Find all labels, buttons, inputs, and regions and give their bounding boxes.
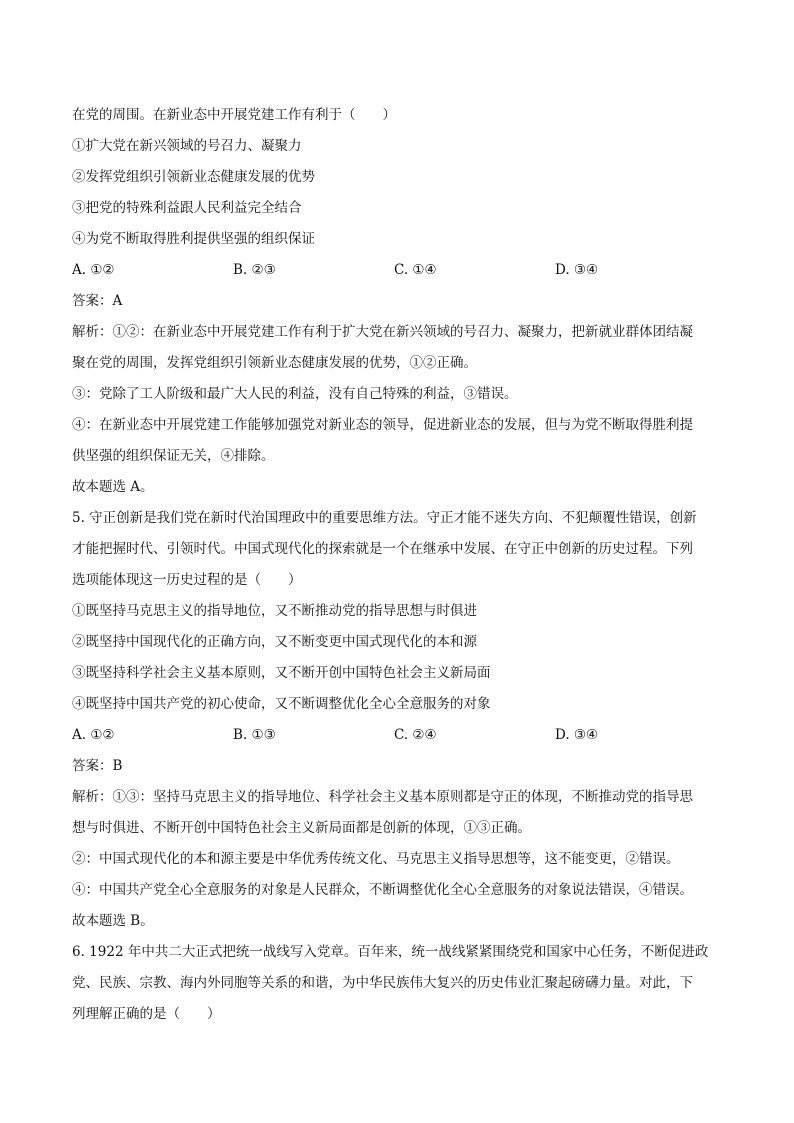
q4-option-b: B. ②③: [233, 262, 276, 278]
q4-item: ④为党不断取得胜利提供坚强的组织保证: [72, 231, 315, 247]
q4-analysis-line: ④：在新业态中开展党建工作能够加强党对新业态的领导，促进新业态的发展，但与为党不断取得胜利提: [72, 417, 693, 433]
q6-stem-line: 6. 1922 年中共二大正式把统一战线写入党章。百年来，统一战线紧紧围绕党和国家中心任务，不断促进政: [72, 944, 709, 960]
q4-conclusion: 故本题选 A。: [72, 479, 154, 495]
q5-answer: 答案：B: [72, 758, 123, 774]
q5-option-d: D. ③④: [555, 727, 599, 743]
q6-stem-line: 党、民族、宗教、海内外同胞等关系的和谐，为中华民族伟大复兴的历史伟业汇聚起磅礴力量。对此，下: [72, 975, 693, 991]
q5-item: ③既坚持科学社会主义基本原则，又不断开创中国特色社会主义新局面: [72, 665, 491, 681]
q4-item: ①扩大党在新兴领域的号召力、凝聚力: [72, 138, 302, 154]
q5-stem-line: 选项能体现这一历史过程的是（ ）: [72, 572, 302, 588]
q4-option-a: A. ①②: [72, 262, 115, 278]
q6-stem-line: 列理解正确的是（ ）: [72, 1006, 221, 1022]
q4-option-c: C. ①④: [394, 262, 437, 278]
q4-option-d: D. ③④: [555, 262, 599, 278]
q4-item: ③把党的特殊利益跟人民利益完全结合: [72, 200, 302, 216]
q5-item: ①既坚持马克思主义的指导地位，又不断推动党的指导思想与时俱进: [72, 603, 477, 619]
q5-option-b: B. ①③: [233, 727, 276, 743]
q5-options: [72, 720, 720, 751]
q4-options: [72, 255, 720, 286]
q4-analysis-line: 解析：①②：在新业态中开展党建工作有利于扩大党在新兴领域的号召力、凝聚力，把新就业群体团结凝: [72, 324, 693, 340]
q5-stem-line: 5. 守正创新是我们党在新时代治国理政中的重要思维方法。守正才能不迷失方向、不犯颠覆性错误，创新: [72, 510, 697, 526]
q5-analysis-line: 想与时俱进、不断开创中国特色社会主义新局面都是创新的体现，①③正确。: [72, 820, 531, 836]
q5-item: ②既坚持中国现代化的正确方向，又不断变更中国式现代化的本和源: [72, 634, 477, 650]
q4-analysis-line: 供坚强的组织保证无关，④排除。: [72, 448, 275, 464]
q4-analysis-line: ③：党除了工人阶级和最广大人民的利益，没有自己特殊的利益，③错误。: [72, 386, 518, 402]
q5-item: ④既坚持中国共产党的初心使命，又不断调整优化全心全意服务的对象: [72, 696, 491, 712]
q5-conclusion: 故本题选 B。: [72, 913, 154, 929]
q4-analysis-line: 聚在党的周围，发挥党组织引领新业态健康发展的优势，①②正确。: [72, 355, 477, 371]
q5-stem-line: 才能把握时代、引领时代。中国式现代化的探索就是一个在继承中发展、在守正中创新的历史过程。下列: [72, 541, 693, 557]
q4-item: ②发挥党组织引领新业态健康发展的优势: [72, 169, 315, 185]
q4-stem-tail: 在党的周围。在新业态中开展党建工作有利于（ ）: [72, 107, 396, 123]
q5-option-a: A. ①②: [72, 727, 115, 743]
q4-answer: 答案：A: [72, 293, 123, 309]
q5-analysis-line: 解析：①③：坚持马克思主义的指导地位、科学社会主义基本原则都是守正的体现，不断推动党的指导思: [72, 789, 693, 805]
q5-analysis-line: ④：中国共产党全心全意服务的对象是人民群众，不断调整优化全心全意服务的对象说法错误，④错误。: [72, 882, 693, 898]
q5-option-c: C. ②④: [394, 727, 437, 743]
q5-analysis-line: ②：中国式现代化的本和源主要是中华优秀传统文化、马克思主义指导思想等，这不能变更，②错误。: [72, 851, 680, 867]
